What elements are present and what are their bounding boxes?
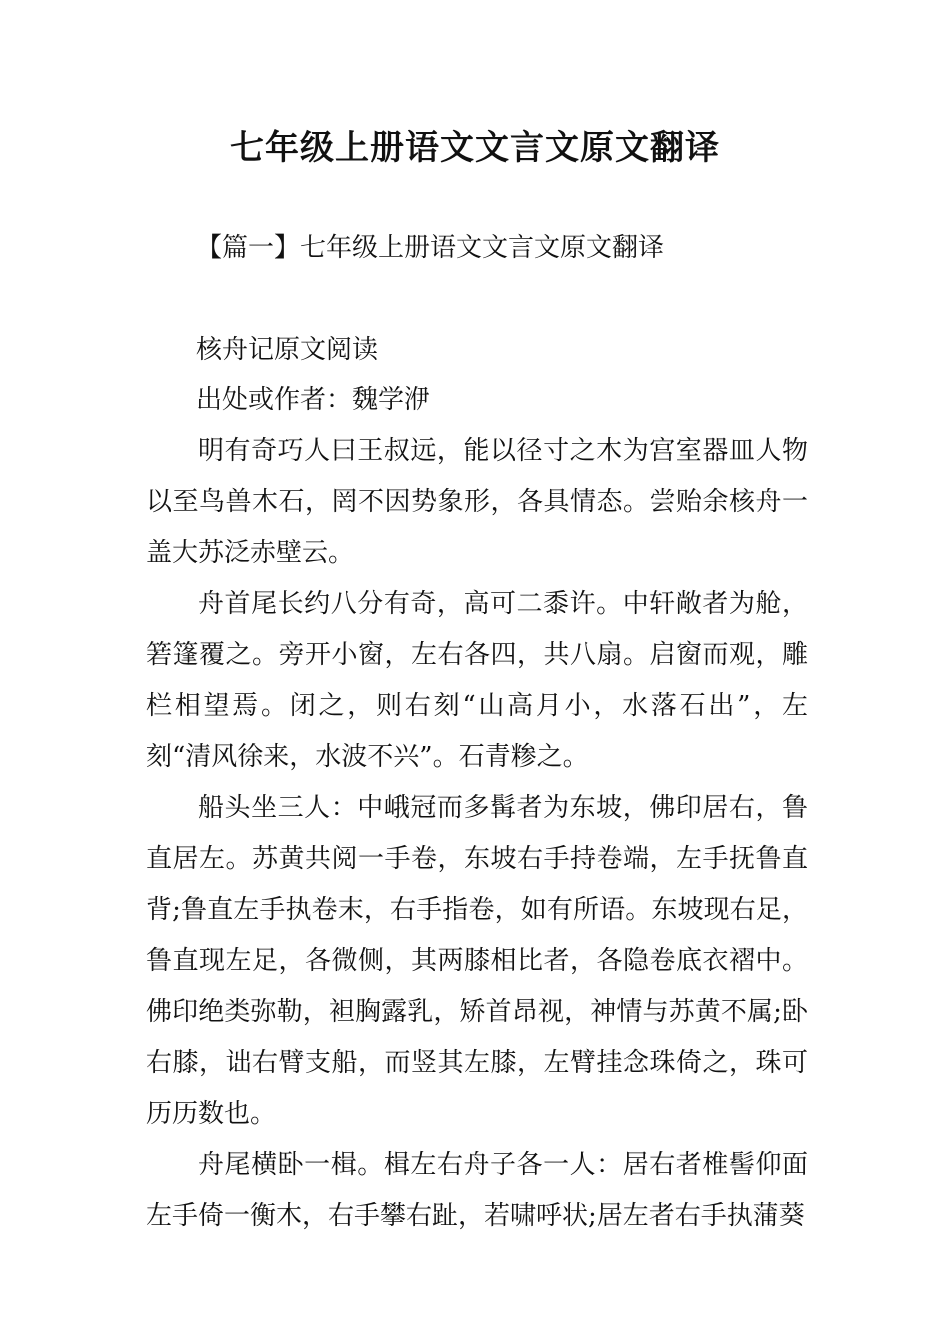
paragraph: 舟首尾长约八分有奇，高可二黍许。中轩敞者为舱，箬篷覆之。旁开小窗，左右各四，共八扇。启窗而观，雕栏相望焉。闭之，则右刻“山高月小，水落石出”，左刻“清风徐来，水波不兴”。石青糁之。 [146,589,808,772]
author-line: 出处或作者：魏学洢 [196,385,431,415]
article-body [146,426,808,1242]
paragraph: 舟尾横卧一楫。楫左右舟子各一人：居右者椎髻仰面左手倚一衡木，右手攀右趾，若啸呼状;居左者右手执蒲葵 [146,1150,808,1231]
paragraph: 船头坐三人：中峨冠而多髯者为东坡，佛印居右，鲁直居左。苏黄共阅一手卷，东坡右手持卷端，左手抚鲁直背;鲁直左手执卷末，右手指卷，如有所语。东坡现右足，鲁直现左足，各微侧，其两膝相比者，各隐卷底衣褶中。佛印绝类弥勒，袒胸露乳，矫首昂视，神情与苏黄不属;卧右膝，诎右臂支船，而竖其左膝，左臂挂念珠倚之，珠可历历数也。 [146,793,808,1129]
paragraph: 明有奇巧人曰王叔远，能以径寸之木为宫室器皿人物以至鸟兽木石，罔不因势象形，各具情态。尝贻余核舟一盖大苏泛赤壁云。 [146,436,808,568]
section-heading: 【篇一】七年级上册语文文言文原文翻译 [196,233,665,263]
article-title: 核舟记原文阅读 [196,335,379,365]
page-title: 七年级上册语文文言文原文翻译 [230,128,720,168]
